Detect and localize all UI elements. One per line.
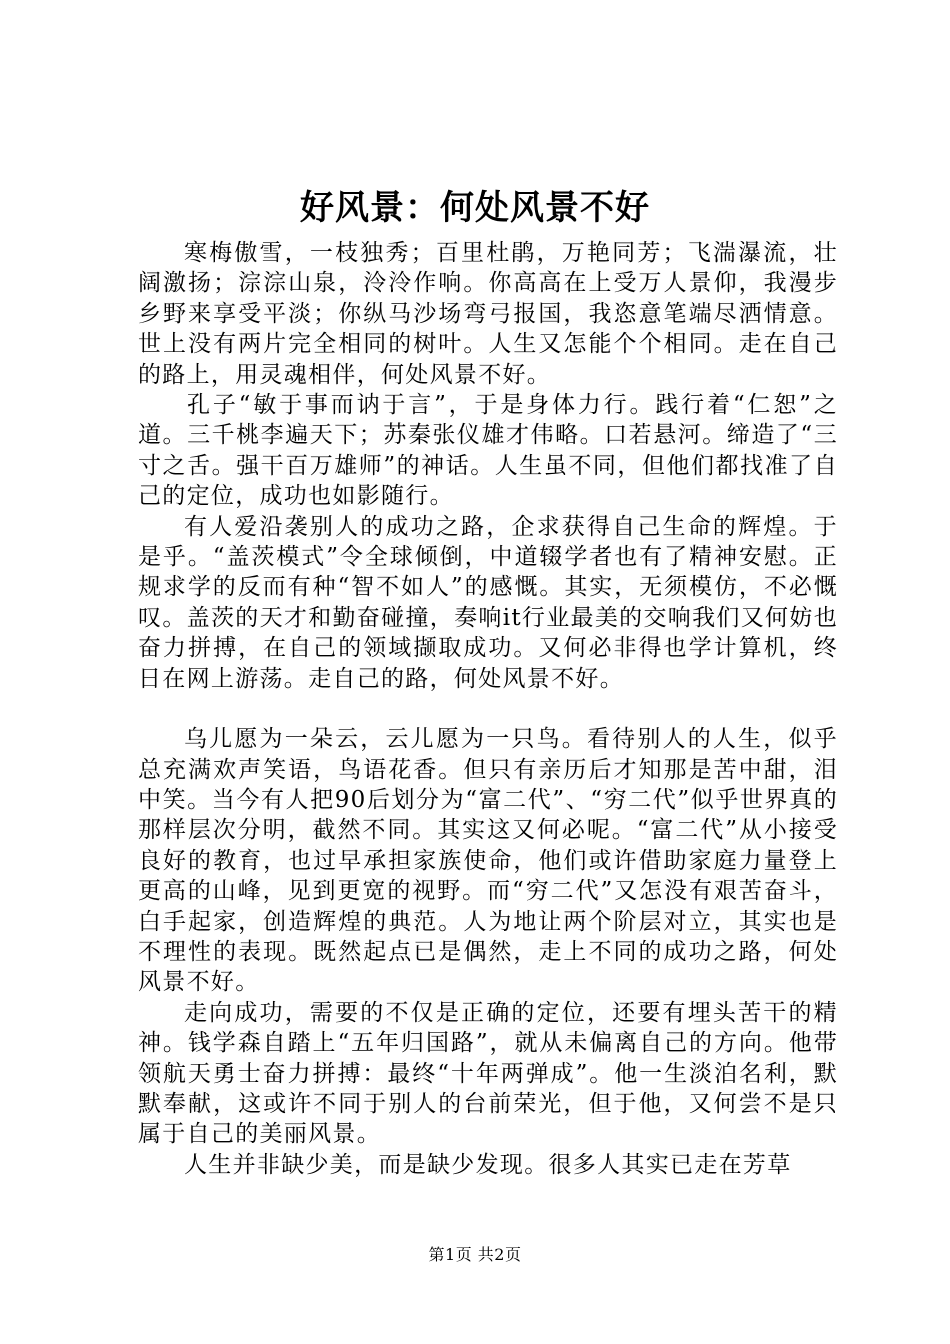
- paragraph-5: 走向成功，需要的不仅是正确的定位，还要有埋头苦干的精神。钱学森自踏上“五年归国路”，就从未偏离自己的方向。他带领航天勇士奋力拼搏：最终“十年两弹成”。他一生淡泊名利，默默奉献，这或许不同于别人的台前荣光，但于他，又何尝不是只属于自己的美丽风景。: [138, 999, 838, 1148]
- paragraph-6: 人生并非缺少美，而是缺少发现。很多人其实已走在芳草: [184, 1151, 792, 1178]
- paragraph-4: 乌儿愿为一朵云，云儿愿为一只鸟。看待别人的人生，似乎总充满欢声笑语，鸟语花香。但只有亲历后才知那是苦中甜，泪中笑。当今有人把90后划分为“富二代”、“穷二代”似乎世界真的那样层次分明，截然不同。其实这又何必呢。“富二代”从小接受良好的教育，也过早承担家族使命，他们或许借助家庭力量登上更高的山峰，见到更宽的视野。而“穷二代”又怎没有艰苦奋斗，白手起家，创造辉煌的典范。人为地让两个阶层对立，其实也是不理性的表现。既然起点已是偶然，走上不同的成功之路，何处风景不好。: [138, 726, 838, 996]
- paragraph-1: 寒梅傲雪，一枝独秀；百里杜鹃，万艳同芳；飞湍瀑流，壮阔激扬；淙淙山泉，泠泠作响。你高高在上受万人景仰，我漫步乡野来享受平淡；你纵马沙场弯弓报国，我恣意笔端尽洒情意。世上没有两片完全相同的树叶。人生又怎能个个相同。走在自己的路上，用灵魂相伴，何处风景不好。: [138, 240, 838, 388]
- document-title: 好风景：何处风景不好: [300, 188, 650, 228]
- page-footer: 第1页 共2页: [428, 1245, 522, 1264]
- document-body: [138, 238, 838, 1180]
- paragraph-2: 孔子“敏于事而讷于言”，于是身体力行。践行着“仁恕”之道。三千桃李遍天下；苏秦张仪雄才伟略。口若悬河。缔造了“三寸之舌。强干百万雄师”的神话。人生虽不同，但他们都找准了自己的定位，成功也如影随行。: [138, 392, 838, 510]
- paragraph-3: 有人爱沿袭别人的成功之路，企求获得自己生命的辉煌。于是乎。“盖茨模式”令全球倾倒，中道辍学者也有了精神安慰。正规求学的反而有种“智不如人”的感慨。其实，无须模仿，不必慨叹。盖茨的天才和勤奋碰撞，奏响it行业最美的交响我们又何妨也奋力拼搏，在自己的领域撷取成功。又何必非得也学计算机，终日在网上游荡。走自己的路，何处风景不好。: [138, 513, 838, 692]
